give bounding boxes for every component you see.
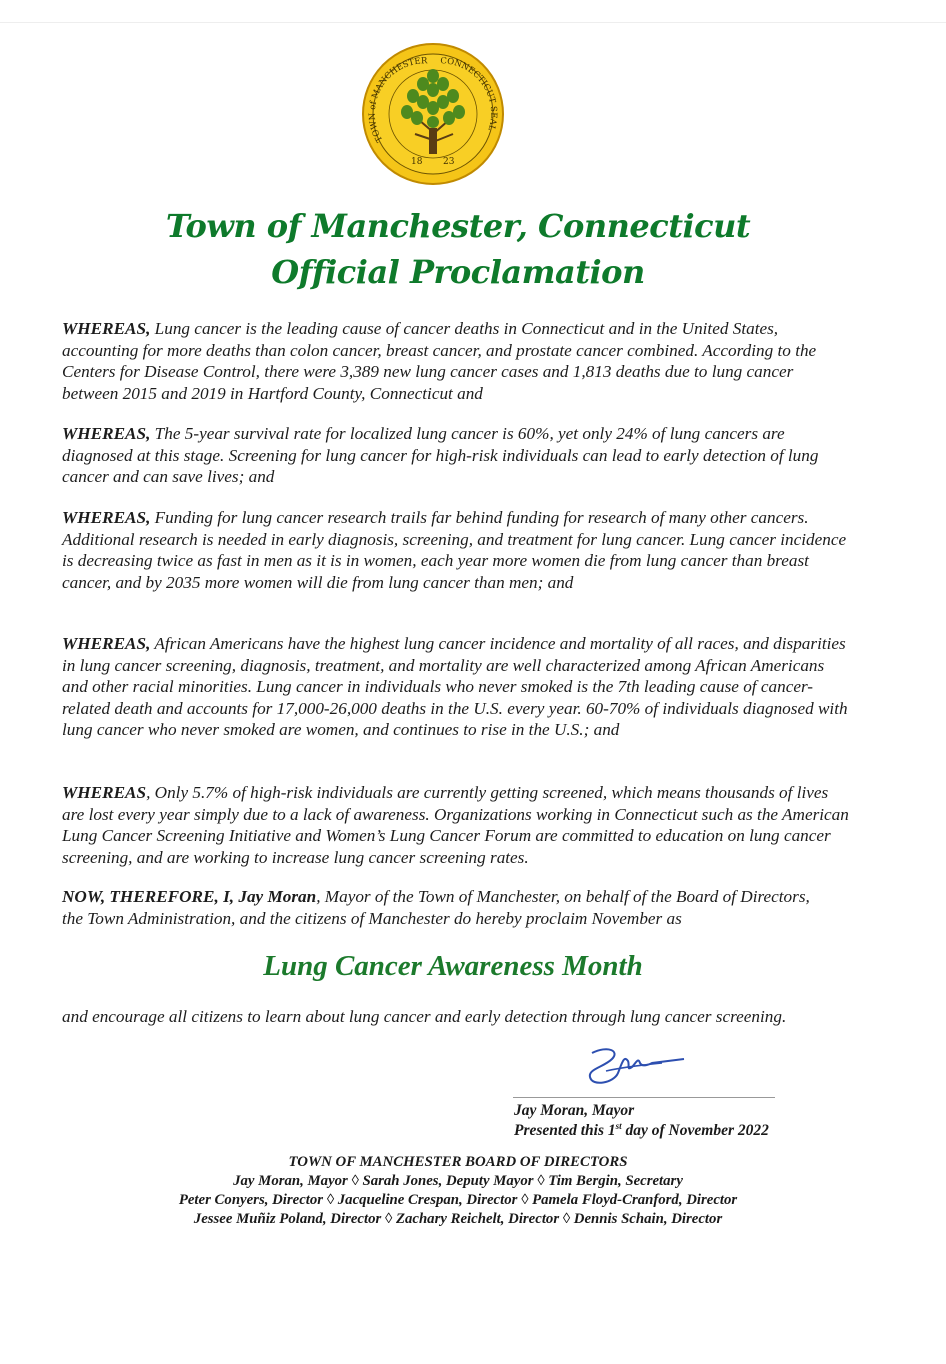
proclamation-text: , Mayor of the Town of Manchester, on behalf of the Board of Directors, the Town Administration, and the citizens of Manchester do hereby proclaim November as <box>62 887 810 928</box>
board-members-line: Peter Conyers, Director ◊ Jacqueline Crespan, Director ◊ Pamela Floyd-Cranford, Director <box>178 1192 738 1208</box>
whereas-text: The 5-year survival rate for localized lung cancer is 60%, yet only 24% of lung cancers are diagnosed at this stage. Screening for lung cancer for high-risk individuals can lead to early detection of lung cancer and can save lives; and <box>62 424 819 487</box>
mayor-signature <box>578 1043 688 1093</box>
town-seal-logo <box>361 42 505 186</box>
whereas-text: Funding for lung cancer research trails far behind funding for research of many other cancers. Additional research is needed in early diagnosis, screening, and treatment for lung cancer. Lung cancer incidence is decreasing twice as fast in men as it is in women, each year more women die from lung cancer than breast cancer, and by 2035 more women will die from lung cancer than men; and <box>62 508 847 592</box>
board-members-line: Jay Moran, Mayor ◊ Sarah Jones, Deputy Mayor ◊ Tim Bergin, Secretary <box>233 1173 683 1189</box>
whereas-text: Lung cancer is the leading cause of cancer deaths in Connecticut and in the United States, accounting for more deaths than colon cancer, breast cancer, and prostate cancer combined. According to the Centers for Disease Control, there were 3,389 new lung cancer cases and 1,813 deaths due to lung cancer between 2015 and 2019 in Hartford County, Connecticut and <box>62 319 817 403</box>
whereas-paragraph <box>62 318 852 404</box>
signature-line <box>513 1097 775 1098</box>
whereas-label: WHEREAS, <box>62 634 151 653</box>
proclamation-lead: NOW, THEREFORE, I, Jay Moran <box>62 887 317 906</box>
page-top-edge <box>0 0 946 23</box>
signer-name: Jay Moran, Mayor <box>514 1102 635 1119</box>
seal-ring-text-left: TOWN of MANCHESTER <box>367 56 428 144</box>
whereas-paragraph <box>62 423 852 488</box>
whereas-paragraph <box>62 633 852 741</box>
whereas-label: WHEREAS, <box>62 508 151 527</box>
awareness-month-title: Lung Cancer Awareness Month <box>263 950 643 982</box>
whereas-paragraph <box>62 782 852 868</box>
whereas-label: WHEREAS, <box>62 319 151 338</box>
proclamation-paragraph <box>62 886 822 929</box>
whereas-label: WHEREAS, <box>62 424 151 443</box>
seal-ring-text-right: CONNECTICUT SEAL <box>440 56 499 132</box>
whereas-text: African Americans have the highest lung cancer incidence and mortality of all races, and disparities in lung cancer screening, diagnosis, treatment, and mortality are well characterized among African Americans and other racial minorities. Lung cancer in individuals who never smoked is the 7th leading cause of cancer-related death and accounts for 17,000-26,000 deaths in the U.S. every year. 60-70% of individuals diagnosed with lung cancer who never smoked are women, and continues to rise in the U.S.; and <box>62 634 848 740</box>
proclamation-subtitle: Official Proclamation <box>271 253 645 291</box>
whereas-label: WHEREAS <box>62 783 147 802</box>
board-heading: TOWN OF MANCHESTER BOARD OF DIRECTORS <box>288 1154 628 1170</box>
proclamation-title: Town of Manchester, Connecticut <box>165 207 751 245</box>
whereas-text: , Only 5.7% of high-risk individuals are currently getting screened, which means thousands of lives are lost every year simply due to a lack of awareness. Organizations working in Connecticut such as the American Lung Cancer Screening Initiative and Women’s Lung Cancer Forum are committed to education on lung cancer screening, and are working to increase lung cancer screening rates. <box>62 783 849 867</box>
seal-year-right: 23 <box>443 157 455 167</box>
presented-date: Presented this 1st day of November 2022 <box>514 1120 769 1139</box>
board-members-line: Jessee Muñiz Poland, Director ◊ Zachary Reichelt, Director ◊ Dennis Schain, Director <box>193 1211 723 1227</box>
whereas-paragraph <box>62 507 852 593</box>
closing-paragraph: and encourage all citizens to learn about lung cancer and early detection through lung cancer screening. <box>62 1007 787 1026</box>
seal-year-left: 18 <box>411 157 423 167</box>
